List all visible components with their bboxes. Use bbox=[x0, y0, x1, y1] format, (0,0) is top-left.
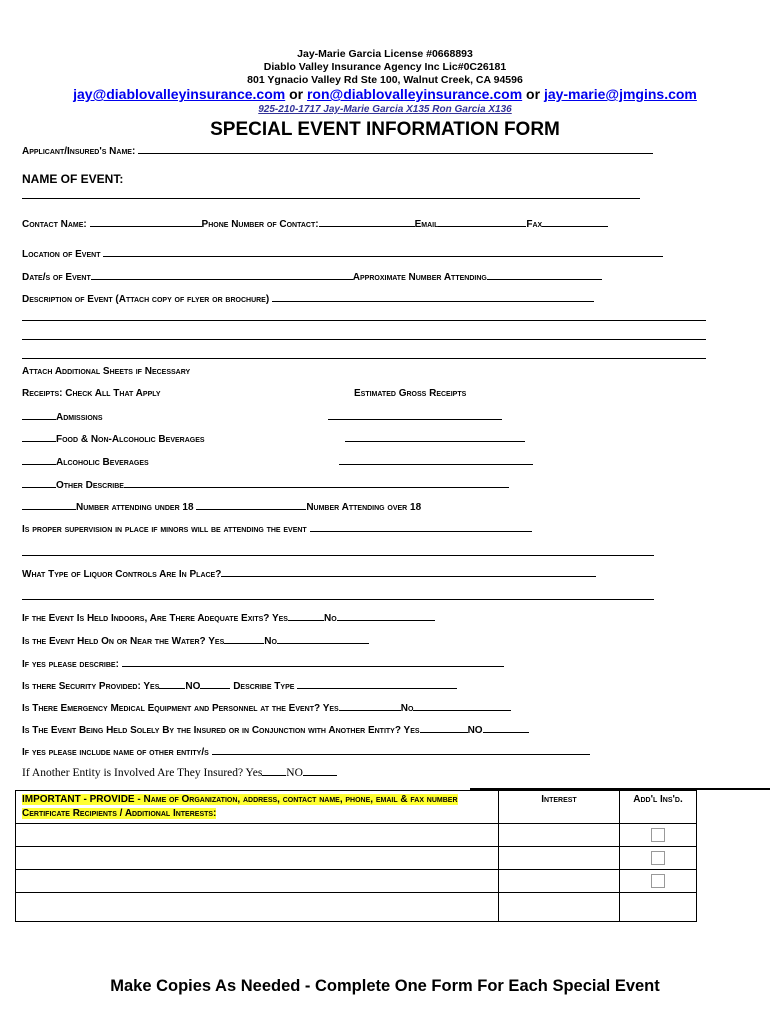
describe-label: If yes please describe: bbox=[22, 659, 119, 670]
phone-contact-label: Phone Number of Contact: bbox=[201, 219, 319, 230]
interest-cell[interactable] bbox=[499, 847, 620, 870]
supervision-field[interactable] bbox=[310, 522, 532, 532]
liquor-row bbox=[22, 567, 596, 580]
insured-no-field[interactable] bbox=[303, 766, 337, 776]
location-row bbox=[22, 247, 663, 260]
attach-note: Attach Additional Sheets if Necessary bbox=[22, 366, 191, 377]
insured-yes-field[interactable] bbox=[262, 766, 286, 776]
contact-name-field[interactable] bbox=[90, 217, 202, 227]
medical-label: Is There Emergency Medical Equipment and Personnel at the Event? Yes bbox=[22, 703, 339, 714]
addl-checkbox[interactable] bbox=[651, 874, 665, 888]
interest-cell[interactable] bbox=[499, 893, 620, 922]
water-label: Is the Event Held On or Near the Water? Yes bbox=[22, 636, 225, 647]
recipient-cell[interactable] bbox=[16, 824, 499, 847]
description-field[interactable] bbox=[272, 292, 594, 302]
alcoholic-amount[interactable] bbox=[339, 464, 533, 465]
applicant-row bbox=[22, 144, 653, 157]
insured-no-label: NO bbox=[286, 767, 303, 779]
description-label: Description of Event (Attach copy of flyer or brochure) bbox=[22, 294, 270, 305]
email-links bbox=[0, 86, 770, 102]
email-link-ron[interactable]: ron@diablovalleyinsurance.com bbox=[306, 86, 523, 102]
interest-cell[interactable] bbox=[499, 870, 620, 893]
exits-row bbox=[22, 611, 435, 624]
agent-license: Jay-Marie Garcia License #0668893 bbox=[297, 48, 473, 60]
alcoholic-label: Alcoholic Beverages bbox=[56, 457, 149, 468]
exits-label: If the Event Is Held Indoors, Are There Adequate Exits? Yes bbox=[22, 613, 288, 624]
dates-row bbox=[22, 270, 602, 283]
important-note: IMPORTANT - PROVIDE - Name of Organization, address, contact name, phone, email & fax number Certificate Recipients / Additional Interests: bbox=[22, 794, 458, 819]
interest-header: Interest bbox=[499, 791, 620, 824]
exits-no-field[interactable] bbox=[337, 611, 435, 621]
location-field[interactable] bbox=[103, 247, 663, 257]
addl-cell bbox=[620, 870, 697, 893]
recipient-cell[interactable] bbox=[16, 893, 499, 922]
food-amount[interactable] bbox=[345, 441, 525, 442]
addl-insd-header: Add'l Ins'd. bbox=[620, 791, 697, 824]
alcoholic-check[interactable] bbox=[22, 455, 56, 465]
agency-address: 801 Ygnacio Valley Rd Ste 100, Walnut Creek, CA 94596 bbox=[247, 74, 523, 86]
describe-field[interactable] bbox=[122, 657, 504, 667]
supervision-label: Is proper supervision in place if minors will be attending the event bbox=[22, 524, 307, 535]
medical-row bbox=[22, 701, 511, 714]
admissions-amount[interactable] bbox=[328, 419, 502, 420]
email-label: Email bbox=[414, 219, 439, 230]
or-text: or bbox=[522, 86, 544, 102]
contact-name-label: Contact Name: bbox=[22, 219, 87, 230]
food-row bbox=[22, 432, 205, 445]
addl-checkbox[interactable] bbox=[651, 828, 665, 842]
email-link-jay[interactable]: jay@diablovalleyinsurance.com bbox=[73, 86, 286, 102]
other-row bbox=[22, 478, 509, 491]
security-yes-field[interactable] bbox=[159, 679, 185, 689]
phone-line: 925-210-1717 Jay-Marie Garcia X135 Ron Garcia X136 bbox=[258, 104, 512, 115]
security-label: Is there Security Provided: Yes bbox=[22, 681, 160, 692]
description-line[interactable] bbox=[22, 339, 706, 340]
other-check[interactable] bbox=[22, 478, 56, 488]
description-line[interactable] bbox=[22, 358, 706, 359]
dates-label: Date/s of Event bbox=[22, 272, 91, 283]
solely-no-field[interactable] bbox=[483, 723, 529, 733]
email-field[interactable] bbox=[438, 217, 526, 227]
other-field[interactable] bbox=[124, 478, 509, 488]
applicant-label: Applicant/Insured's Name: bbox=[22, 146, 136, 157]
attendance-row bbox=[22, 500, 421, 513]
supervision-line[interactable] bbox=[22, 555, 654, 556]
food-label: Food & Non-Alcoholic Beverages bbox=[56, 434, 205, 445]
addl-checkbox[interactable] bbox=[651, 851, 665, 865]
liquor-label: What Type of Liquor Controls Are In Place? bbox=[22, 569, 222, 580]
water-no-field[interactable] bbox=[277, 634, 369, 644]
liquor-line[interactable] bbox=[22, 599, 654, 600]
insured-label: If Another Entity is Involved Are They Insured? Yes bbox=[22, 767, 263, 779]
over18-field[interactable] bbox=[196, 500, 306, 510]
other-label: Other Describe bbox=[56, 480, 124, 491]
other-entity-field[interactable] bbox=[212, 745, 590, 755]
addl-cell bbox=[620, 824, 697, 847]
security-row bbox=[22, 679, 457, 692]
recipient-cell[interactable] bbox=[16, 870, 499, 893]
admissions-label: Admissions bbox=[56, 412, 103, 423]
applicant-field[interactable] bbox=[138, 144, 653, 154]
event-name-field[interactable] bbox=[22, 198, 640, 199]
security-no-field[interactable] bbox=[200, 679, 230, 689]
agency-license: Diablo Valley Insurance Agency Inc Lic#0C26181 bbox=[263, 61, 507, 73]
other-entity-row bbox=[22, 745, 590, 758]
location-label: Location of Event bbox=[22, 249, 101, 260]
addl-cell[interactable] bbox=[620, 893, 697, 922]
medical-no-label: No bbox=[400, 703, 414, 714]
footer-note: Make Copies As Needed - Complete One Form For Each Special Event bbox=[110, 977, 660, 995]
water-row bbox=[22, 634, 369, 647]
gross-receipts-label: Estimated Gross Receipts bbox=[354, 388, 467, 399]
other-entity-label: If yes please include name of other entity/s bbox=[22, 747, 209, 758]
description-row bbox=[22, 292, 594, 305]
addl-cell bbox=[620, 847, 697, 870]
event-name-label: NAME OF EVENT: bbox=[22, 172, 124, 186]
solely-label: Is The Event Being Held Solely By the Insured or in Conjunction with Another Entity? Yes bbox=[22, 725, 420, 736]
supervision-row bbox=[22, 522, 532, 535]
solely-row bbox=[22, 723, 529, 736]
solely-no-label: NO bbox=[467, 725, 483, 736]
important-cell bbox=[16, 791, 499, 824]
liquor-field[interactable] bbox=[221, 567, 596, 577]
security-desc-field[interactable] bbox=[297, 679, 457, 689]
water-yes-field[interactable] bbox=[224, 634, 264, 644]
recipient-cell[interactable] bbox=[16, 847, 499, 870]
approx-field[interactable] bbox=[487, 270, 602, 280]
admissions-check[interactable] bbox=[22, 410, 56, 420]
receipts-label: Receipts: Check All That Apply bbox=[22, 388, 161, 399]
water-no-label: No bbox=[264, 636, 277, 647]
insured-row bbox=[22, 766, 337, 779]
form-title: SPECIAL EVENT INFORMATION FORM bbox=[210, 119, 560, 140]
fax-label: Fax bbox=[526, 219, 543, 230]
approx-label: Approximate Number Attending bbox=[352, 272, 487, 283]
medical-no-field[interactable] bbox=[413, 701, 511, 711]
dates-field[interactable] bbox=[91, 270, 353, 280]
medical-yes-field[interactable] bbox=[339, 701, 401, 711]
exits-yes-field[interactable] bbox=[288, 611, 324, 621]
security-desc-label: Describe Type bbox=[233, 681, 295, 692]
interest-cell[interactable] bbox=[499, 824, 620, 847]
under18-label: Number attending under 18 bbox=[76, 502, 194, 513]
admissions-row bbox=[22, 410, 103, 423]
contact-row bbox=[22, 217, 608, 230]
over18-label: Number Attending over 18 bbox=[306, 502, 422, 513]
security-no-label: NO bbox=[185, 681, 201, 692]
solely-yes-field[interactable] bbox=[420, 723, 468, 733]
or-text: or bbox=[285, 86, 307, 102]
under18-field[interactable] bbox=[22, 500, 76, 510]
certificate-recipients-table bbox=[15, 790, 697, 922]
exits-no-label: No bbox=[323, 613, 337, 624]
alcoholic-row bbox=[22, 455, 149, 468]
fax-field[interactable] bbox=[542, 217, 608, 227]
describe-row bbox=[22, 657, 504, 670]
phone-contact-field[interactable] bbox=[319, 217, 415, 227]
food-check[interactable] bbox=[22, 432, 56, 442]
description-line[interactable] bbox=[22, 320, 706, 321]
email-link-jaymarie[interactable]: jay-marie@jmgins.com bbox=[543, 86, 697, 102]
